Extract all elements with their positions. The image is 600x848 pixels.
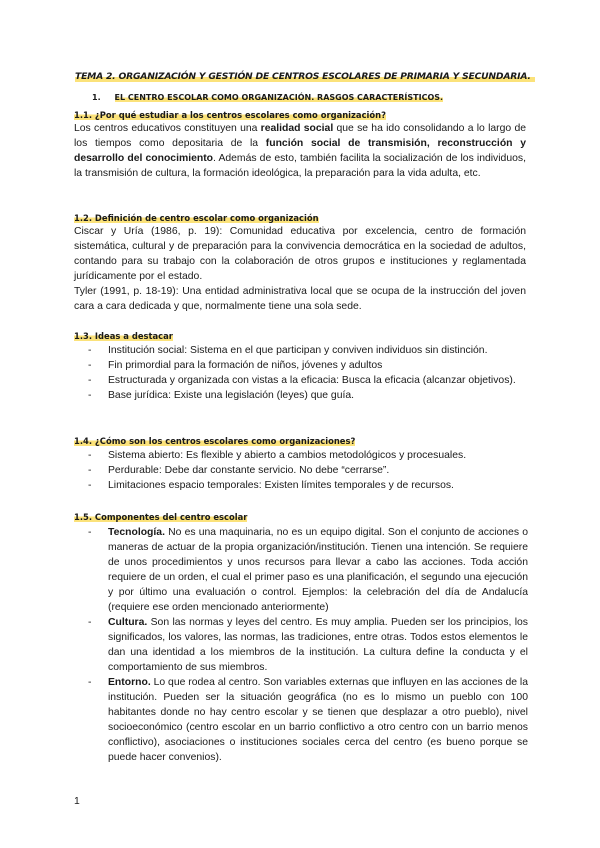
list-item xyxy=(88,615,528,675)
heading-1-4-text: 1.4. ¿Cómo son los centros escolares como organizaciones? xyxy=(74,436,356,446)
section-1-number: 1. xyxy=(92,93,101,102)
list-item-text: Institución social: Sistema en el que participan y conviven individuos sin distinción. xyxy=(108,345,488,356)
paragraph-ciscar-uria: Ciscar y Uría (1986, p. 19): Comunidad educativa por excelencia, centro de formación sistemática, cultural y de preparación para la convivencia democrática en la sociedad de adultos, contando para su trabajo con la colaboración de otros grupos e instituciones y reglamentada jurídicamente por el estado. xyxy=(74,226,526,282)
ideas-list xyxy=(88,343,528,403)
page-number: 1 xyxy=(74,796,80,807)
para-text: . Además de esto, también facilita la socialización de los individuos, la transmisión de cultura, la formación ideológica, la preparación para la vida adulta, etc. xyxy=(74,153,526,179)
heading-1-2 xyxy=(74,213,319,223)
component-text: Lo que rodea al centro. Son variables externas que influyen en las acciones de la institución. Pueden ser la situación geográfica (no es lo mismo un pueblo con 100 habitantes donde no hay centro escolar y se tienen que desplazar a otro pueblo), nivel socioeconómico (centro escolar en un barrio conflictivo a otro centro con un barrio menos conflictivo), asociaciones o instituciones sociales cerca del centro (es bueno porque se puede hacer convenios). xyxy=(108,677,528,763)
para-text: que se ha ido consolidando a lo largo de los tiempos como depositaria de la xyxy=(74,123,526,149)
characteristics-list xyxy=(88,448,528,493)
list-item xyxy=(88,358,528,373)
bullet-dash: - xyxy=(88,360,92,371)
list-item xyxy=(88,373,528,388)
list-item xyxy=(88,675,528,765)
list-item xyxy=(88,388,528,403)
list-item xyxy=(88,448,528,463)
heading-1-4 xyxy=(74,436,355,446)
component-term: Tecnología. xyxy=(108,527,165,538)
document-title: TEMA 2. ORGANIZACIÓN Y GESTIÓN DE CENTROS ESCOLARES DE PRIMARIA Y SECUNDARIA. xyxy=(75,71,535,82)
bullet-dash: - xyxy=(88,345,92,356)
list-item xyxy=(88,525,528,615)
list-item-text: Perdurable: Debe dar constante servicio. No debe “cerrarse”. xyxy=(108,465,390,476)
list-item xyxy=(88,463,528,478)
component-text: No es una maquinaria, no es un equipo digital. Son el conjunto de acciones o maneras de actuar de la propia organización/institución. Tienen una intención. Se requiere de unos procedimientos y unos recursos para llevar a cabo las acciones. Toda acción requiere de un orden, el cual el primer paso es una planificación, el segundo una ejecución y por último una evaluación o control. Ejemplos: la celebración del día de Andalucía (requiere ese orden mencionado anteriormente) xyxy=(108,527,528,613)
list-item-text: Estructurada y organizada con vistas a la eficacia: Busca la eficacia (alcanzar objetivos). xyxy=(108,375,516,386)
heading-1-1 xyxy=(74,110,386,120)
list-item-text: Limitaciones espacio temporales: Existen límites temporales y de recursos. xyxy=(108,480,454,491)
bullet-dash: - xyxy=(88,617,92,628)
bullet-dash: - xyxy=(88,390,92,401)
bullet-dash: - xyxy=(88,375,92,386)
list-item-text: Base jurídica: Existe una legislación (leyes) que guía. xyxy=(108,390,355,401)
bullet-dash: - xyxy=(88,465,92,476)
para-bold: realidad social xyxy=(260,123,334,134)
list-item xyxy=(88,478,528,493)
bullet-dash: - xyxy=(88,677,92,688)
paragraph-tyler: Tyler (1991, p. 18-19): Una entidad administrativa local que se ocupa de la instrucción del joven cara a cara dedicada y que, normalmente tiene una sola sede. xyxy=(74,286,526,312)
component-text: Son las normas y leyes del centro. Es muy amplia. Pueden ser los principios, los significados, los valores, las normas, las tradiciones, entre otras. Todos estos elementos le dan una identidad a los miembros de la institución. La cultura define la conducta y el comportamiento de sus miembros. xyxy=(108,617,528,673)
heading-1-1-text: 1.1. ¿Por qué estudiar a los centros escolares como organización? xyxy=(74,110,386,120)
heading-1-3-text: 1.3. Ideas a destacar xyxy=(74,331,173,341)
list-item xyxy=(88,343,528,358)
list-item-text: Fin primordial para la formación de niños, jóvenes y adultos xyxy=(108,360,383,371)
heading-1-2-text: 1.2. Definición de centro escolar como organización xyxy=(74,213,319,223)
para-text: Los centros educativos constituyen una xyxy=(74,123,261,134)
heading-1-3 xyxy=(74,331,173,341)
bullet-dash: - xyxy=(88,527,92,538)
heading-1-5 xyxy=(74,512,247,522)
bullet-dash: - xyxy=(88,450,92,461)
list-item-text: Sistema abierto: Es flexible y abierto a cambios metodológicos y procesuales. xyxy=(108,450,467,461)
heading-1-5-text: 1.5. Componentes del centro escolar xyxy=(74,512,248,522)
paragraph-1-1 xyxy=(74,121,526,181)
section-1-text: EL CENTRO ESCOLAR COMO ORGANIZACIÓN. RASGOS CARACTERÍSTICOS. xyxy=(114,93,444,102)
components-list xyxy=(88,525,528,765)
section-1-title xyxy=(92,93,443,102)
bullet-dash: - xyxy=(88,480,92,491)
component-term: Entorno. xyxy=(108,677,151,688)
component-term: Cultura. xyxy=(108,617,148,628)
para-bold: función social de transmisión, reconstrucción y desarrollo del conocimiento xyxy=(74,138,526,164)
